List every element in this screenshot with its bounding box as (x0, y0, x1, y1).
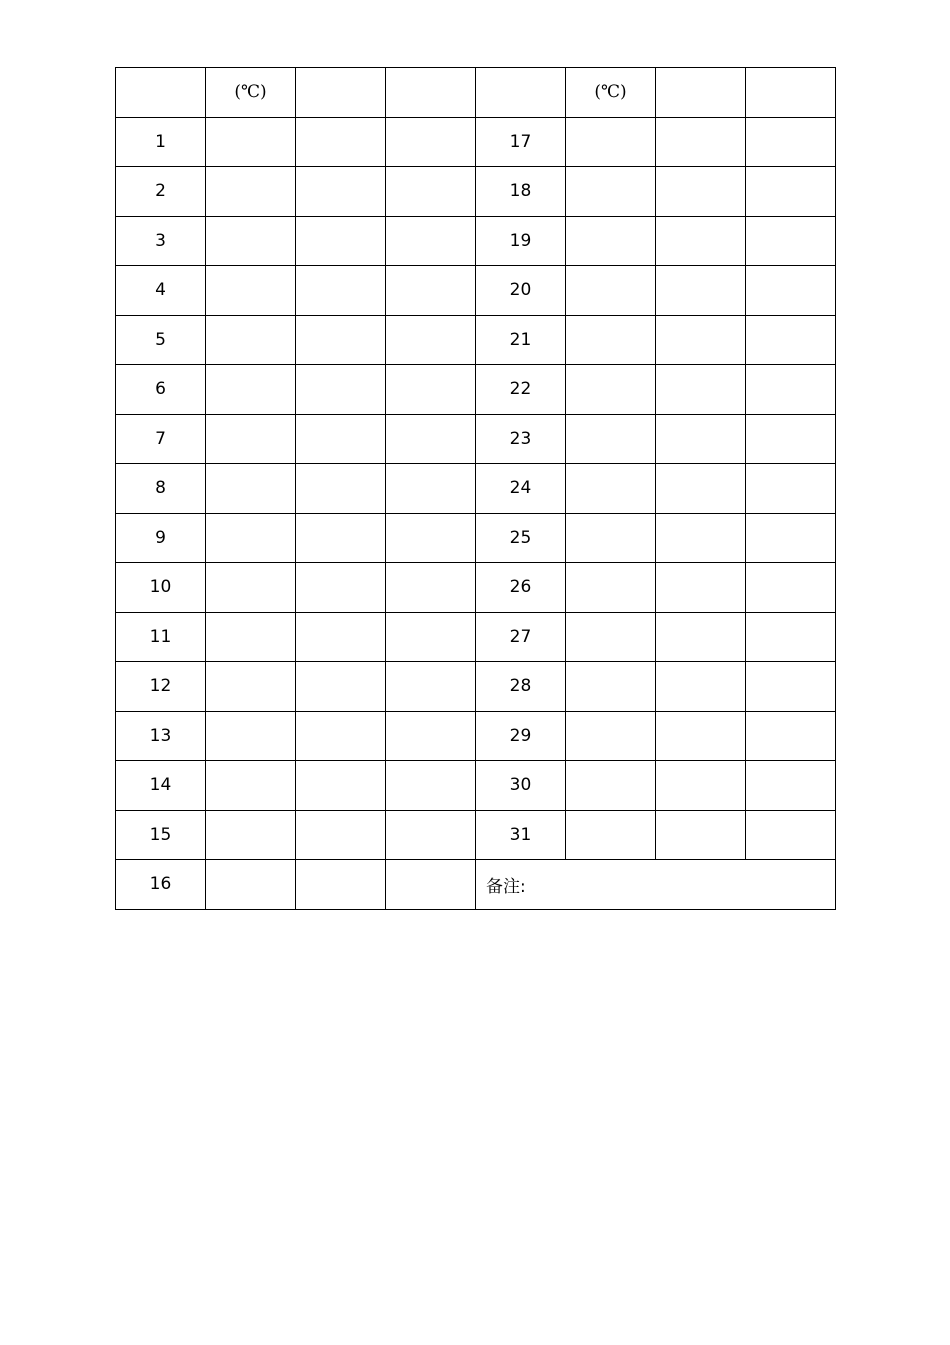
day-number-right: 18 (476, 167, 566, 217)
entry-cell[interactable] (746, 761, 836, 811)
day-number-right: 30 (476, 761, 566, 811)
entry-cell[interactable] (386, 464, 476, 514)
entry-cell[interactable] (296, 612, 386, 662)
entry-cell[interactable] (206, 365, 296, 415)
header-cell-empty (116, 68, 206, 118)
day-number-left: 6 (116, 365, 206, 415)
entry-cell[interactable] (656, 266, 746, 316)
entry-cell[interactable] (296, 315, 386, 365)
entry-cell[interactable] (566, 216, 656, 266)
header-cell-empty (386, 68, 476, 118)
table-row (116, 266, 836, 316)
table-row (116, 711, 836, 761)
temperature-log-table (115, 67, 836, 910)
entry-cell[interactable] (656, 563, 746, 613)
day-number-left: 14 (116, 761, 206, 811)
entry-cell[interactable] (386, 662, 476, 712)
entry-cell[interactable] (566, 414, 656, 464)
entry-cell[interactable] (386, 860, 476, 910)
table-row (116, 810, 836, 860)
day-number-left: 5 (116, 315, 206, 365)
table-row (116, 563, 836, 613)
entry-cell[interactable] (296, 662, 386, 712)
day-number-right: 24 (476, 464, 566, 514)
entry-cell[interactable] (296, 513, 386, 563)
entry-cell[interactable] (746, 365, 836, 415)
entry-cell[interactable] (206, 612, 296, 662)
entry-cell[interactable] (296, 464, 386, 514)
day-number-left: 8 (116, 464, 206, 514)
day-number-left: 10 (116, 563, 206, 613)
day-number-left: 7 (116, 414, 206, 464)
entry-cell[interactable] (566, 266, 656, 316)
day-number-right: 26 (476, 563, 566, 613)
day-number-left: 2 (116, 167, 206, 217)
day-number-right: 31 (476, 810, 566, 860)
header-cell-empty (656, 68, 746, 118)
day-number-right: 21 (476, 315, 566, 365)
table-row (116, 167, 836, 217)
entry-cell[interactable] (206, 711, 296, 761)
remarks-field[interactable]: 备注: (476, 860, 836, 910)
entry-cell[interactable] (206, 513, 296, 563)
header-cell-empty (296, 68, 386, 118)
entry-cell[interactable] (296, 414, 386, 464)
header-row (116, 68, 836, 118)
entry-cell[interactable] (656, 315, 746, 365)
entry-cell[interactable] (566, 117, 656, 167)
entry-cell[interactable] (386, 761, 476, 811)
entry-cell[interactable] (296, 266, 386, 316)
table-row (116, 414, 836, 464)
entry-cell[interactable] (656, 464, 746, 514)
entry-cell[interactable] (656, 761, 746, 811)
entry-cell[interactable] (566, 167, 656, 217)
entry-cell[interactable] (206, 315, 296, 365)
entry-cell[interactable] (296, 810, 386, 860)
entry-cell[interactable] (386, 315, 476, 365)
entry-cell[interactable] (296, 860, 386, 910)
entry-cell[interactable] (746, 513, 836, 563)
entry-cell[interactable] (566, 761, 656, 811)
day-number-right: 19 (476, 216, 566, 266)
entry-cell[interactable] (746, 464, 836, 514)
entry-cell[interactable] (296, 711, 386, 761)
day-number-left: 11 (116, 612, 206, 662)
day-number-left: 4 (116, 266, 206, 316)
entry-cell[interactable] (566, 810, 656, 860)
entry-cell[interactable] (746, 612, 836, 662)
entry-cell[interactable] (206, 662, 296, 712)
entry-cell[interactable] (566, 464, 656, 514)
entry-cell[interactable] (566, 711, 656, 761)
day-number-right: 22 (476, 365, 566, 415)
table-row (116, 860, 836, 910)
entry-cell[interactable] (386, 365, 476, 415)
entry-cell[interactable] (566, 315, 656, 365)
entry-cell[interactable] (296, 117, 386, 167)
entry-cell[interactable] (296, 167, 386, 217)
entry-cell[interactable] (566, 612, 656, 662)
entry-cell[interactable] (746, 266, 836, 316)
entry-cell[interactable] (746, 810, 836, 860)
entry-cell[interactable] (296, 365, 386, 415)
entry-cell[interactable] (656, 216, 746, 266)
day-number-left: 9 (116, 513, 206, 563)
day-number-left: 12 (116, 662, 206, 712)
entry-cell[interactable] (206, 117, 296, 167)
day-number-right: 20 (476, 266, 566, 316)
entry-cell[interactable] (656, 662, 746, 712)
entry-cell[interactable] (656, 711, 746, 761)
entry-cell[interactable] (386, 513, 476, 563)
entry-cell[interactable] (656, 810, 746, 860)
entry-cell[interactable] (206, 563, 296, 613)
table-row (116, 612, 836, 662)
table-row (116, 315, 836, 365)
entry-cell[interactable] (296, 761, 386, 811)
entry-cell[interactable] (386, 167, 476, 217)
entry-cell[interactable] (656, 117, 746, 167)
day-number-right: 28 (476, 662, 566, 712)
entry-cell[interactable] (746, 117, 836, 167)
entry-cell[interactable] (386, 414, 476, 464)
table-row (116, 761, 836, 811)
table-row (116, 216, 836, 266)
table-row (116, 365, 836, 415)
entry-cell[interactable] (656, 612, 746, 662)
entry-cell[interactable] (656, 513, 746, 563)
entry-cell[interactable] (206, 761, 296, 811)
entry-cell[interactable] (566, 513, 656, 563)
entry-cell[interactable] (566, 563, 656, 613)
day-number-right: 25 (476, 513, 566, 563)
entry-cell[interactable] (296, 216, 386, 266)
entry-cell[interactable] (386, 810, 476, 860)
header-unit-right: (℃) (566, 68, 656, 118)
entry-cell[interactable] (746, 216, 836, 266)
table-row (116, 513, 836, 563)
entry-cell[interactable] (746, 315, 836, 365)
entry-cell[interactable] (566, 365, 656, 415)
entry-cell[interactable] (206, 216, 296, 266)
entry-cell[interactable] (656, 365, 746, 415)
entry-cell[interactable] (206, 167, 296, 217)
table-row (116, 117, 836, 167)
entry-cell[interactable] (206, 266, 296, 316)
entry-cell[interactable] (746, 711, 836, 761)
header-cell-empty (476, 68, 566, 118)
entry-cell[interactable] (746, 167, 836, 217)
entry-cell[interactable] (206, 860, 296, 910)
entry-cell[interactable] (386, 117, 476, 167)
entry-cell[interactable] (386, 612, 476, 662)
day-number-right: 27 (476, 612, 566, 662)
day-number-left: 13 (116, 711, 206, 761)
entry-cell[interactable] (386, 711, 476, 761)
entry-cell[interactable] (296, 563, 386, 613)
day-number-right: 23 (476, 414, 566, 464)
header-unit-left: (℃) (206, 68, 296, 118)
entry-cell[interactable] (746, 563, 836, 613)
entry-cell[interactable] (206, 810, 296, 860)
entry-cell[interactable] (386, 216, 476, 266)
day-number-right: 29 (476, 711, 566, 761)
day-number-right: 17 (476, 117, 566, 167)
entry-cell[interactable] (566, 662, 656, 712)
entry-cell[interactable] (206, 464, 296, 514)
day-number-left: 1 (116, 117, 206, 167)
table-row (116, 464, 836, 514)
entry-cell[interactable] (746, 662, 836, 712)
day-number-left: 15 (116, 810, 206, 860)
table-row (116, 662, 836, 712)
day-number-left: 3 (116, 216, 206, 266)
header-cell-empty (746, 68, 836, 118)
entry-cell[interactable] (746, 414, 836, 464)
entry-cell[interactable] (386, 563, 476, 613)
entry-cell[interactable] (656, 414, 746, 464)
entry-cell[interactable] (206, 414, 296, 464)
entry-cell[interactable] (386, 266, 476, 316)
day-number-left: 16 (116, 860, 206, 910)
entry-cell[interactable] (656, 167, 746, 217)
